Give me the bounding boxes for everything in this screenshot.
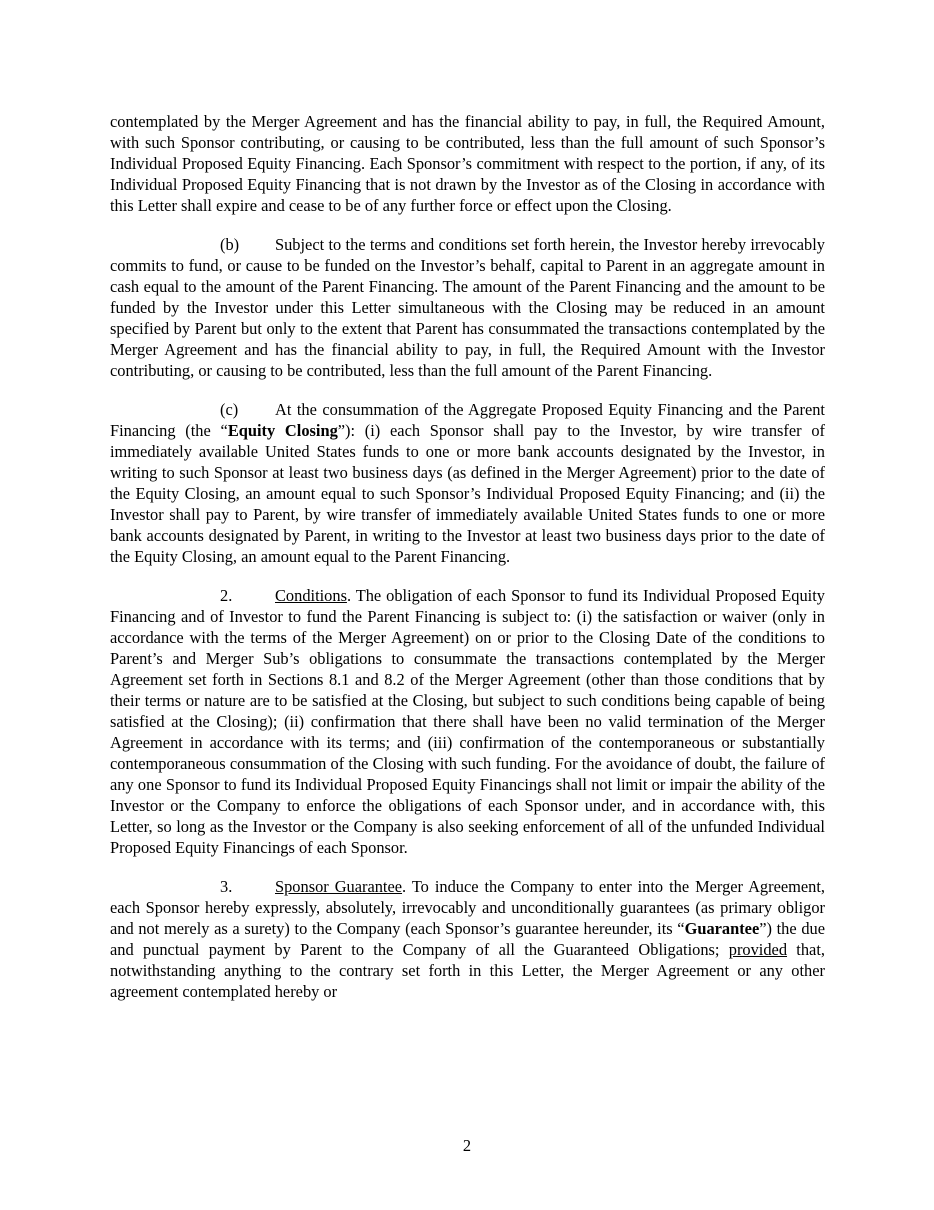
defined-term-guarantee: Guarantee (684, 919, 760, 938)
document-body (110, 111, 825, 1002)
section-3-heading: Sponsor Guarantee (275, 877, 403, 896)
paragraph-continued: contemplated by the Merger Agreement and has the financial ability to pay, in full, the Required Amount, with such Sponsor contributing, or causing to be contributed, less than the full amount of such Sponsor’s Individual Proposed Equity Financing. Each Sponsor’s commitment with respect to the portion, if any, of its Individual Proposed Equity Financing that is not drawn by the Investor as of the Closing in accordance with this Letter shall expire and cease to be of any further force or effect upon the Closing. (110, 112, 825, 215)
page-number: 2 (462, 1136, 472, 1155)
section-2-number: 2. (220, 586, 233, 605)
proviso-provided: provided (728, 940, 788, 959)
section-3-number: 3. (220, 877, 233, 896)
defined-term-equity-closing: Equity Closing (227, 421, 338, 440)
paragraph-c-label: (c) (220, 400, 239, 419)
section-2-heading: Conditions (275, 586, 347, 605)
paragraph-b-label: (b) (220, 235, 240, 254)
section-3-text-3: that, notwithstanding anything to the contrary set forth in this Letter, the Merger Agreement or any other agreement contemplated hereby or (110, 940, 825, 1001)
section-2-conditions (110, 585, 825, 858)
section-3-sponsor-guarantee (110, 876, 825, 1002)
paragraph-b (110, 234, 825, 381)
paragraph-b-text: Subject to the terms and conditions set forth herein, the Investor hereby irrevocably commits to fund, or cause to be funded on the Investor’s behalf, capital to Parent in an aggregate amount in cash equal to the amount of the Parent Financing. The amount of the Parent Financing and the amount to be funded by the Investor under this Letter simultaneous with the Closing may be reduced in an amount specified by Parent but only to the extent that Parent has consummated the transactions contemplated by the Merger Agreement and has the financial ability to pay, in full, the Required Amount with the Investor contributing, or causing to be contributed, less than the full amount of the Parent Financing. (110, 235, 825, 380)
section-2-text: . The obligation of each Sponsor to fund its Individual Proposed Equity Financing and of Investor to fund the Parent Financing is subject to: (i) the satisfaction or waiver (only in accordance with the terms of the Merger Agreement) on or prior to the Closing Date of the conditions to Parent’s and Merger Sub’s obligations to consummate the transactions contemplated by the Merger Agreement set forth in Sections 8.1 and 8.2 of the Merger Agreement (other than those conditions that by their terms or nature are to be satisfied at the Closing, but subject to such conditions being capable of being satisfied at the Closing); (ii) confirmation that there shall have been no valid termination of the Merger Agreement in accordance with its terms; and (iii) confirmation of the contemporaneous or substantially contemporaneous consummation of the Closing with such funding. For the avoidance of doubt, the failure of any one Sponsor to fund its Individual Proposed Equity Financings shall not limit or impair the ability of the Investor or the Company to enforce the obligations of each Sponsor under, and in accordance with, this Letter, so long as the Investor or the Company is also seeking enforcement of all of the unfunded Individual Proposed Equity Financings of each Sponsor. (110, 586, 825, 857)
section-3-text-2: ”) the due and punctual payment by Parent to the Company of all the Guaranteed Obligations; (110, 919, 825, 959)
paragraph-c-text-after: ”): (i) each Sponsor shall pay to the Investor, by wire transfer of immediately available United States funds to one or more bank accounts designated by the Investor, in writing to such Sponsor at least two business days (as defined in the Merger Agreement) prior to the date of the Equity Closing, an amount equal to such Sponsor’s Individual Proposed Equity Financing; and (ii) the Investor shall pay to Parent, by wire transfer of immediately available United States funds to one or more bank accounts designated by Parent, in writing to the Investor at least two business days prior to the date of the Equity Closing, an amount equal to the Parent Financing. (110, 421, 825, 566)
paragraph-c (110, 399, 825, 567)
paragraph-c-text-before: At the consummation of the Aggregate Proposed Equity Financing and the Parent Financing (the “ (110, 400, 825, 440)
section-3-text-1: . To induce the Company to enter into the Merger Agreement, each Sponsor hereby expressly, absolutely, irrevocably and unconditionally guarantees (as primary obligor and not merely as a surety) to the Company (each Sponsor’s guarantee hereunder, its “ (110, 877, 825, 938)
